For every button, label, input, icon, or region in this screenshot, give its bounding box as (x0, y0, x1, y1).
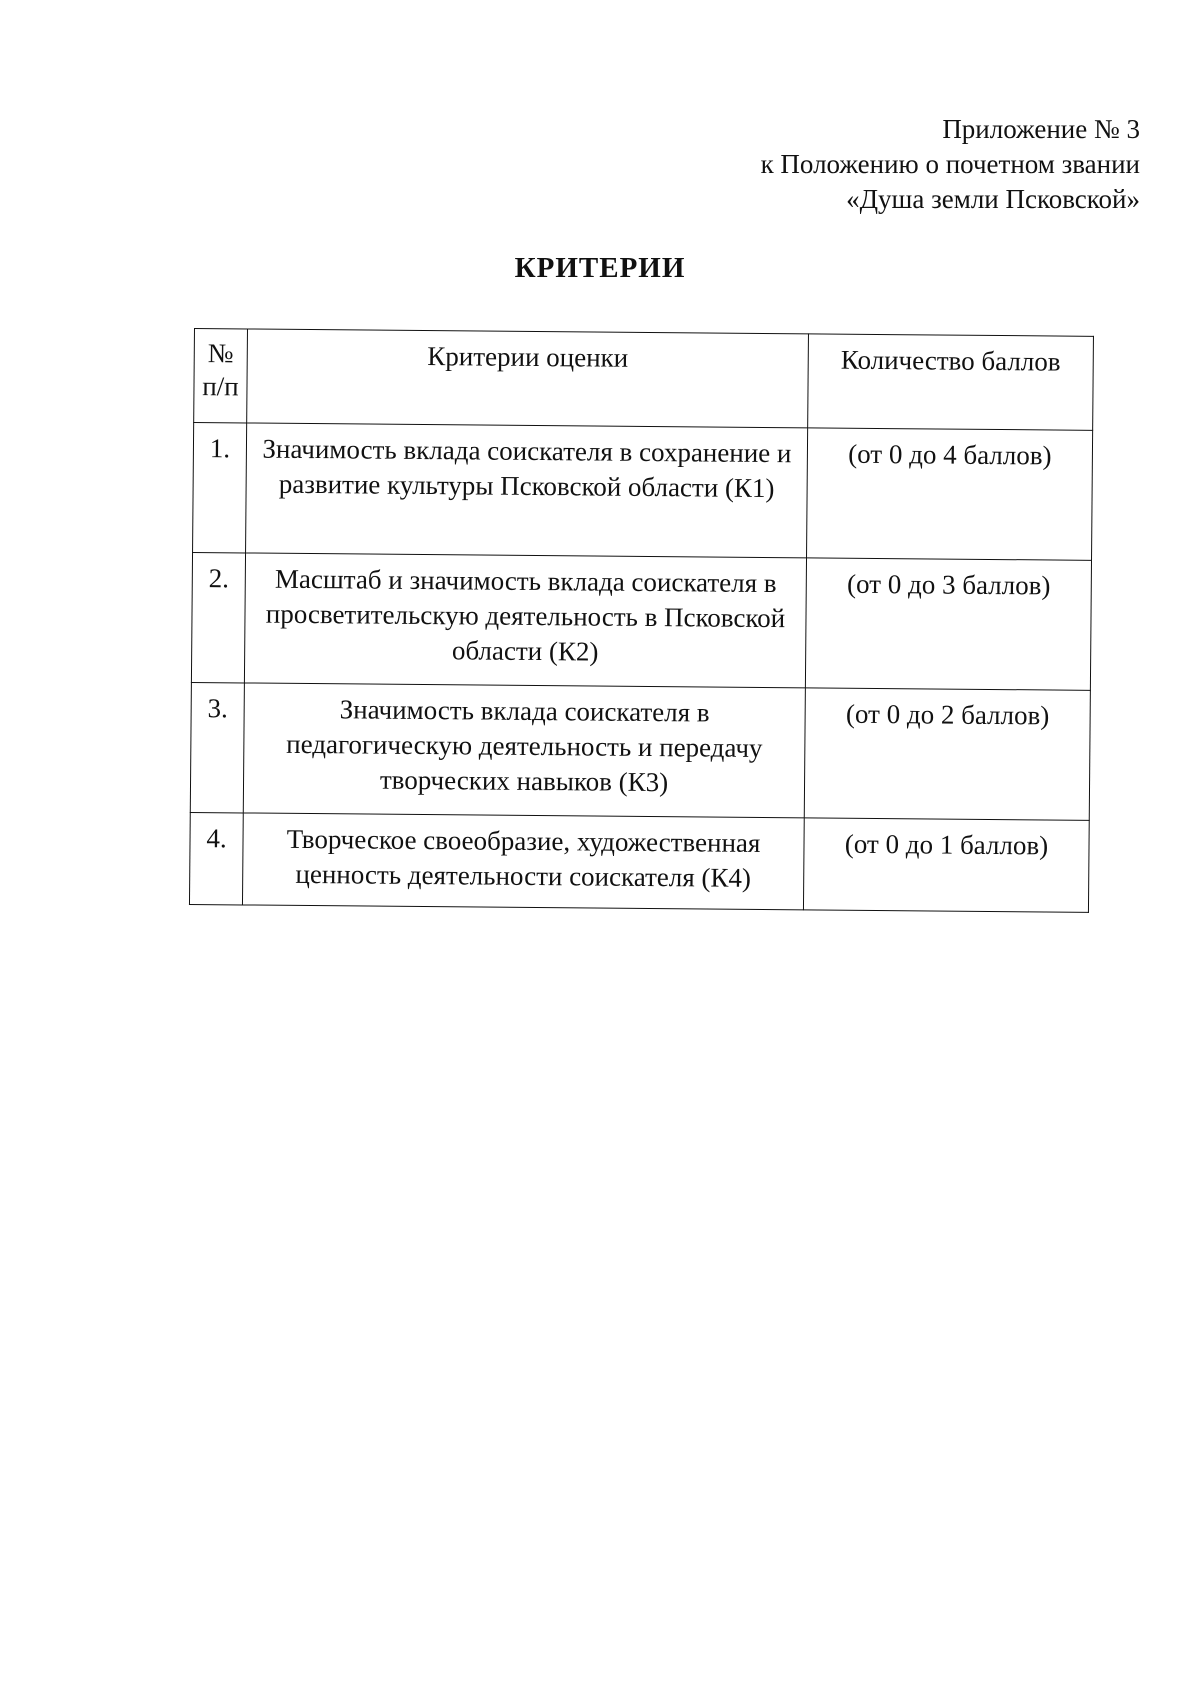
table-row (190, 682, 1090, 820)
row-criteria: Творческое своеобразие, художественная ценность деятельности соискателя (К4) (242, 813, 804, 910)
row-number: 2. (191, 552, 245, 682)
row-number: 4. (189, 812, 243, 904)
row-score: (от 0 до 4 баллов) (807, 428, 1093, 560)
criteria-table (189, 328, 1094, 913)
row-criteria: Значимость вклада соискателя в сохранение и развитие культуры Псковской области (К1) (246, 423, 808, 558)
row-score: (от 0 до 1 баллов) (803, 818, 1089, 912)
row-score: (от 0 до 2 баллов) (804, 688, 1090, 820)
row-number: 1. (193, 423, 247, 553)
column-header-number-symbol: № (207, 338, 234, 369)
row-number: 3. (190, 682, 244, 812)
appendix-number: Приложение № 3 (942, 114, 1140, 144)
appendix-header (761, 112, 1140, 217)
table-row (191, 552, 1091, 690)
column-header-number-abbr: п/п (202, 371, 239, 402)
appendix-reference: к Положению о почетном звании (760, 149, 1140, 179)
row-criteria: Масштаб и значимость вклада соискателя в просветительскую деятельность в Псковской области (К2) (244, 553, 806, 688)
column-header-score: Количество баллов (808, 334, 1094, 430)
table-row (193, 423, 1093, 561)
page-title: КРИТЕРИИ (514, 252, 686, 284)
award-title: «Душа земли Псковской» (846, 184, 1140, 214)
row-criteria: Значимость вклада соискателя в педагогическую деятельность и передачу творческих навыков (К3) (243, 683, 805, 818)
column-header-criteria: Критерии оценки (247, 329, 809, 428)
row-score: (от 0 до 3 баллов) (805, 558, 1091, 690)
table-row (189, 812, 1089, 912)
table-header-row (194, 329, 1094, 431)
column-header-number (194, 329, 248, 423)
